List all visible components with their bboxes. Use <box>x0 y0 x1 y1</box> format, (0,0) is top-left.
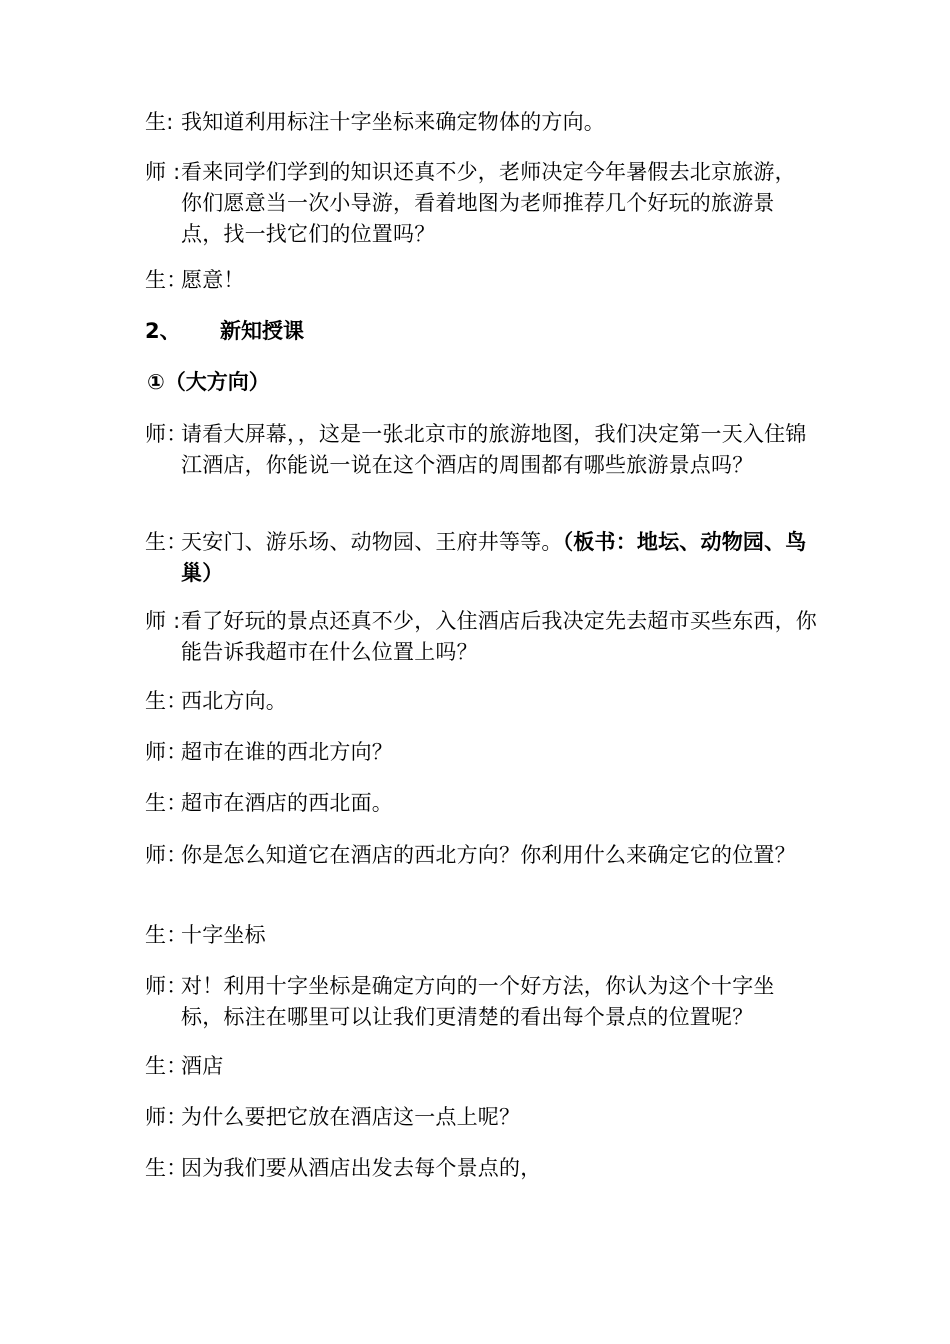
speaker-label: 师 : <box>145 609 181 633</box>
section-number: 2、 <box>145 319 181 343</box>
dialogue-line <box>145 419 813 481</box>
dialogue-line <box>145 920 825 951</box>
dialogue-line <box>145 1102 825 1133</box>
dialogue-line <box>145 788 825 819</box>
dialogue-text: 为什么要把它放在酒店这一点上呢？ <box>181 1105 521 1129</box>
dialogue-text: 我知道利用标注十字坐标来确定物体的方向。 <box>181 110 605 134</box>
dialogue-text: 你是怎么知道它在酒店的西北方向？你利用什么来确定它的位置？ <box>181 843 796 867</box>
section-title: 新知授课 <box>220 319 304 343</box>
speaker-label: 生： <box>145 1054 188 1078</box>
speaker-label: 师： <box>145 422 188 446</box>
board-note: （板书：地坛、动物园、鸟巢） <box>181 530 807 585</box>
dialogue-line <box>145 107 825 138</box>
dialogue-text: 因为我们要从酒店出发去每个景点的， <box>181 1156 542 1180</box>
dialogue-line <box>145 157 813 250</box>
dialogue-line <box>145 971 813 1033</box>
dialogue-text: 天安门、游乐场、动物园、王府井等等。 <box>181 530 563 554</box>
subsection-title: ①（大方向） <box>147 370 270 394</box>
dialogue-text: 愿意！ <box>181 268 245 292</box>
speaker-label: 师： <box>145 974 188 998</box>
dialogue-text: 看了好玩的景点还真不少，入住酒店后我决定先去超市买些东西，你能告诉我超市在什么位置上吗？ <box>181 609 817 664</box>
speaker-label: 生： <box>145 923 188 947</box>
dialogue-line <box>145 1153 825 1184</box>
speaker-label: 生： <box>145 530 188 554</box>
speaker-label: 生： <box>145 1156 188 1180</box>
speaker-label: 师： <box>145 740 188 764</box>
speaker-label: 师： <box>145 1105 188 1129</box>
speaker-label: 师 : <box>145 160 181 184</box>
speaker-label: 生： <box>145 689 188 713</box>
dialogue-line <box>145 840 805 871</box>
dialogue-line <box>145 737 825 768</box>
section-heading <box>145 316 304 347</box>
speaker-label: 师： <box>145 843 188 867</box>
dialogue-text: 看来同学们学到的知识还真不少，老师决定今年暑假去北京旅游，你们愿意当一次小导游，看着地图为老师推荐几个好玩的旅游景点，找一找它们的位置吗？ <box>181 160 796 246</box>
dialogue-text: 十字坐标 <box>181 923 266 947</box>
dialogue-line <box>145 1051 825 1082</box>
dialogue-text: 请看大屏幕，，这是一张北京市的旅游地图，我们决定第一天入住锦江酒店，你能说一说在这个酒店的周围都有哪些旅游景点吗？ <box>181 422 807 477</box>
dialogue-text: 超市在谁的西北方向？ <box>181 740 393 764</box>
dialogue-line <box>145 686 825 717</box>
speaker-label: 生: <box>145 110 174 134</box>
dialogue-line <box>145 606 817 668</box>
dialogue-text: 对！利用十字坐标是确定方向的一个好方法，你认为这个十字坐标，标注在哪里可以让我们更清楚的看出每个景点的位置呢？ <box>181 974 775 1029</box>
dialogue-text: 酒店 <box>181 1054 224 1078</box>
dialogue-text: 西北方向。 <box>181 689 287 713</box>
subsection-heading <box>147 367 270 398</box>
dialogue-text: 超市在酒店的西北面。 <box>181 791 393 815</box>
dialogue-line <box>145 265 825 296</box>
speaker-label: 生： <box>145 791 188 815</box>
dialogue-line <box>145 527 817 589</box>
speaker-label: 生： <box>145 268 188 292</box>
